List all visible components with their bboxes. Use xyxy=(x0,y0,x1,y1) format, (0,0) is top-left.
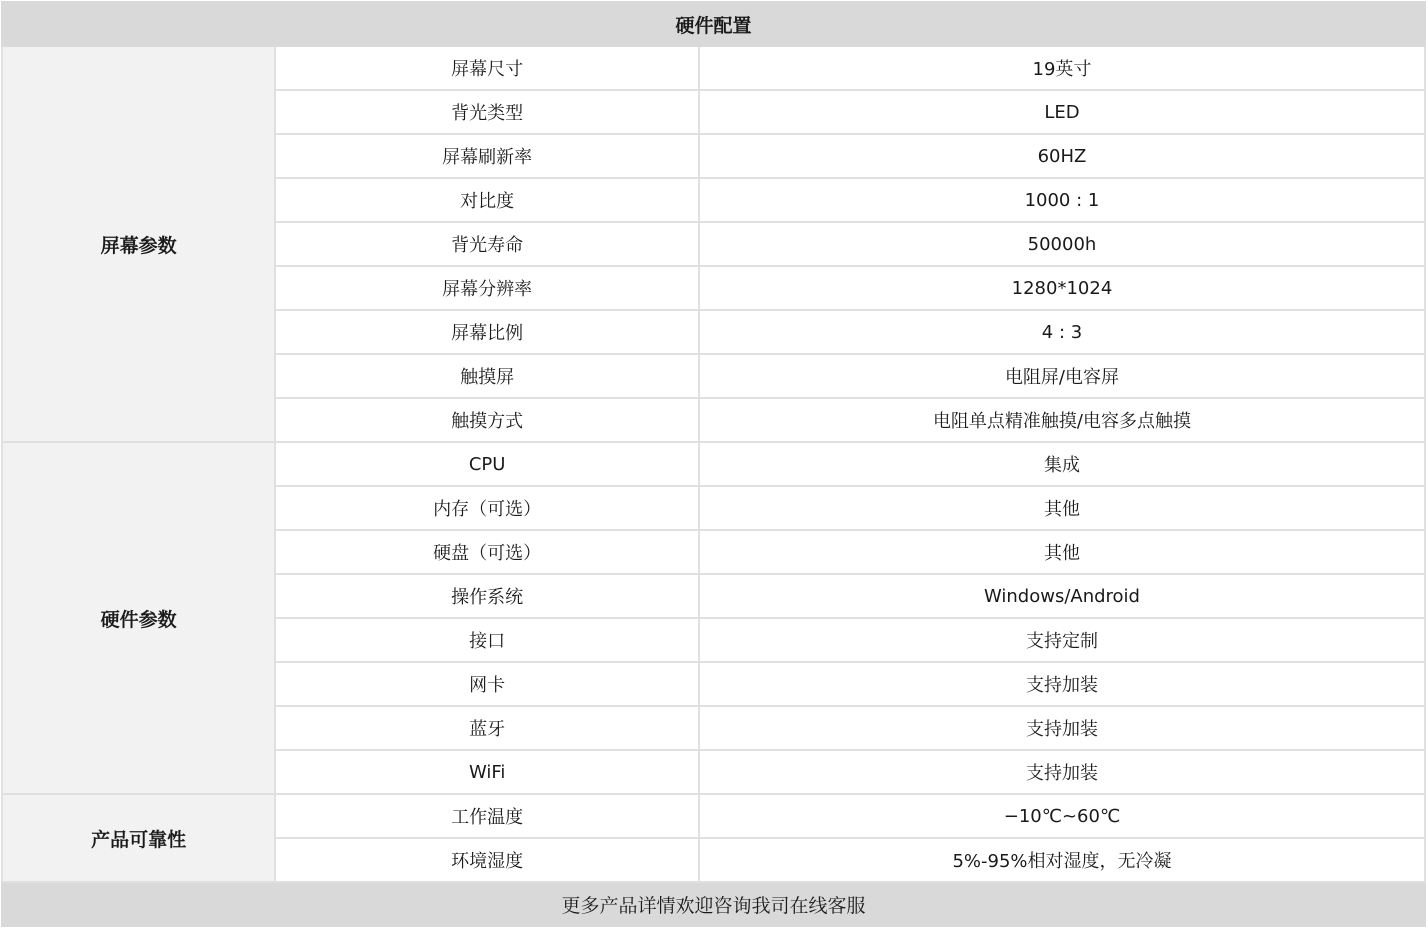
spec-value: 其他 xyxy=(699,530,1425,574)
spec-value: 支持加装 xyxy=(699,750,1425,794)
spec-label: 背光寿命 xyxy=(275,222,699,266)
spec-value: 1000 : 1 xyxy=(699,178,1425,222)
group-label: 硬件参数 xyxy=(2,442,275,794)
spec-value: 4 : 3 xyxy=(699,310,1425,354)
spec-table xyxy=(1,1,1426,927)
spec-value: Windows/Android xyxy=(699,574,1425,618)
spec-label: 接口 xyxy=(275,618,699,662)
spec-value: LED xyxy=(699,90,1425,134)
spec-label: WiFi xyxy=(275,750,699,794)
spec-label: 工作温度 xyxy=(275,794,699,838)
spec-label: 背光类型 xyxy=(275,90,699,134)
table-header-row xyxy=(2,2,1425,46)
spec-value: 支持加装 xyxy=(699,662,1425,706)
spec-value: 1280*1024 xyxy=(699,266,1425,310)
spec-label: 蓝牙 xyxy=(275,706,699,750)
spec-value: 支持定制 xyxy=(699,618,1425,662)
spec-label: 硬盘（可选） xyxy=(275,530,699,574)
spec-label: 操作系统 xyxy=(275,574,699,618)
spec-label: 环境湿度 xyxy=(275,838,699,882)
spec-value: 电阻单点精准触摸/电容多点触摸 xyxy=(699,398,1425,442)
footer-note: 更多产品详情欢迎咨询我司在线客服 xyxy=(2,882,1425,926)
spec-value: 集成 xyxy=(699,442,1425,486)
spec-label: 触摸屏 xyxy=(275,354,699,398)
spec-label: 触摸方式 xyxy=(275,398,699,442)
table-title: 硬件配置 xyxy=(2,2,1425,46)
spec-value: 其他 xyxy=(699,486,1425,530)
table-footer-row xyxy=(2,882,1425,926)
group-label: 产品可靠性 xyxy=(2,794,275,882)
spec-label: 屏幕刷新率 xyxy=(275,134,699,178)
spec-label: 网卡 xyxy=(275,662,699,706)
spec-label: CPU xyxy=(275,442,699,486)
spec-label: 内存（可选） xyxy=(275,486,699,530)
spec-value: 19英寸 xyxy=(699,46,1425,90)
spec-value: 电阻屏/电容屏 xyxy=(699,354,1425,398)
spec-label: 屏幕比例 xyxy=(275,310,699,354)
table-row xyxy=(2,442,1425,486)
group-label: 屏幕参数 xyxy=(2,46,275,442)
table-row xyxy=(2,794,1425,838)
spec-value: 5%-95%相对湿度，无冷凝 xyxy=(699,838,1425,882)
spec-value: 50000h xyxy=(699,222,1425,266)
spec-label: 屏幕尺寸 xyxy=(275,46,699,90)
table-row xyxy=(2,46,1425,90)
spec-value: −10℃~60℃ xyxy=(699,794,1425,838)
spec-label: 屏幕分辨率 xyxy=(275,266,699,310)
spec-value: 支持加装 xyxy=(699,706,1425,750)
spec-label: 对比度 xyxy=(275,178,699,222)
spec-value: 60HZ xyxy=(699,134,1425,178)
